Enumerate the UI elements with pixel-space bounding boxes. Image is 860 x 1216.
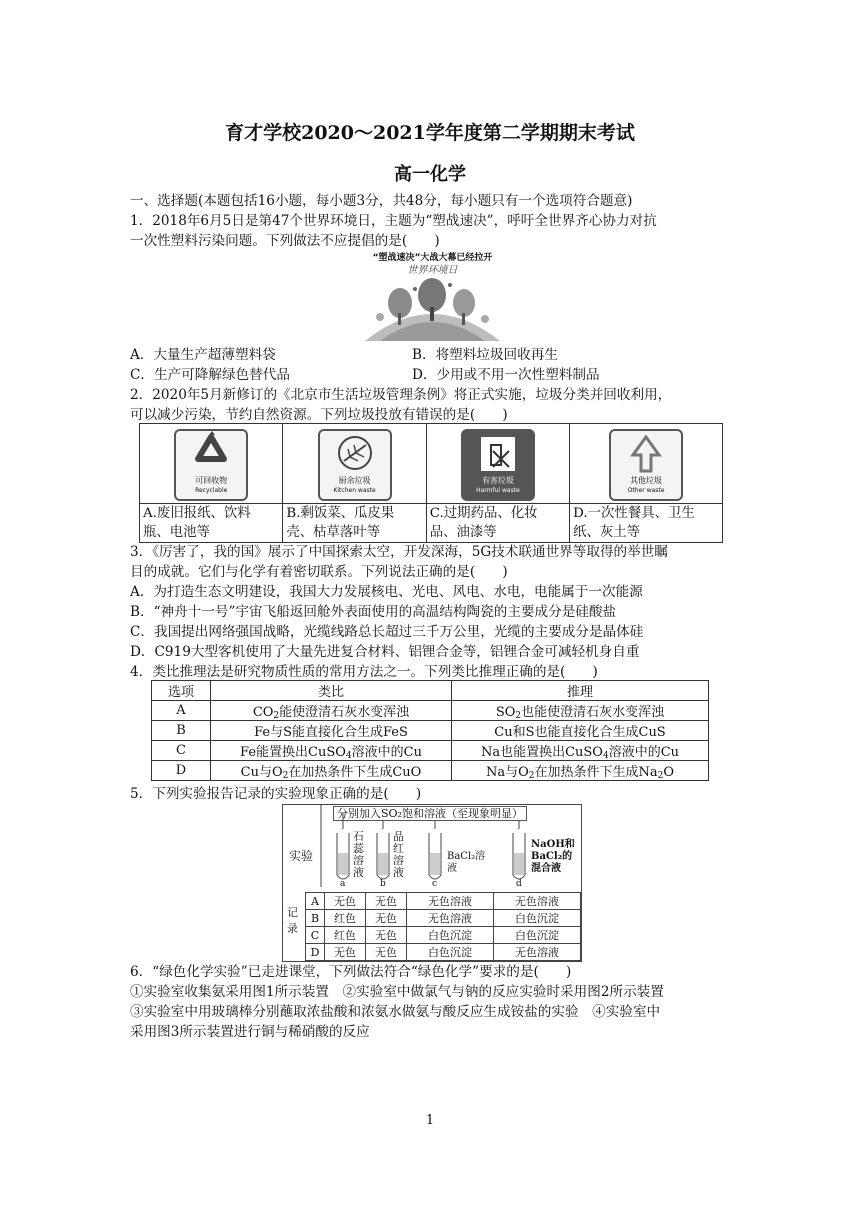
q1-stem-line2: 一次性塑料污染问题。下列做法不应提倡的是( ) [130, 233, 440, 249]
row-label: C [306, 927, 325, 944]
tube-c-letter: c [432, 879, 438, 889]
analogy-cell: Cu与$O_2$在加热条件下生成CuO [211, 761, 452, 781]
option-text-line1: A.废旧报纸、饮料 [143, 506, 251, 521]
obs-b: 无色 [366, 910, 407, 927]
table-row [306, 927, 581, 944]
section-heading: 一、选择题(本题包括16小题，每小题3分，共48分，每小题只有一个选项符合题意) [130, 193, 633, 209]
table-row [306, 944, 581, 961]
table-row [152, 701, 709, 721]
table-row [152, 721, 709, 741]
image-caption-1: “塑战速决”大战大幕已经拉开 [372, 253, 493, 263]
header-analogy: 类比 [211, 681, 452, 701]
header-option: 选项 [152, 681, 211, 701]
row-label: D [306, 944, 325, 961]
bin-icon-row [140, 424, 723, 504]
q3-option-d: D．C919大型客机使用了大量先进复合材料、铝锂合金等，铝锂合金可减轻机身自重 [130, 644, 640, 660]
exam-title: 育才学校2020～2021学年度第二学期期末考试 [225, 122, 635, 144]
tube-c-reagent: BaCl₂溶液 [447, 851, 486, 874]
option-text-line2: 壳、枯草落叶等 [286, 525, 381, 540]
recycle-bin-sign [174, 429, 248, 501]
image-caption-2: 世界环境日 [407, 265, 458, 276]
environment-day-image [360, 253, 505, 343]
obs-d: 无色溶液 [494, 944, 581, 961]
bin-cell-kitchen [283, 424, 426, 504]
option-text-line1: D.一次性餐具、卫生 [573, 506, 695, 521]
record-label: 记录 [287, 906, 298, 935]
q1-option-d: D．少用或不用一次性塑料制品 [412, 367, 600, 383]
hazard-bottle-icon [463, 431, 533, 477]
bin-cell-recyclable [140, 424, 283, 504]
q6-item-line1: ①实验室收集氨采用图1所示装置 ②实验室中做氯气与钠的反应实验时采用图2所示装置 [130, 984, 664, 1000]
tube-a-letter: a [340, 879, 346, 889]
globe-trees-illustration [360, 277, 505, 341]
inference-cell: Na也能置换出CuSO$_4$溶液中的Cu [452, 741, 709, 761]
bin-option-b [283, 504, 426, 543]
inference-cell: $SO_2$也能使澄清石灰水变浑浊 [452, 701, 709, 721]
q2-stem-line2: 可以减少污染，节约自然资源。下列垃圾投放有错误的是( ) [130, 407, 508, 423]
q4-stem: 4．类比推理法是研究物质性质的常用方法之一。下列类比推理正确的是( ) [130, 664, 598, 680]
bin-name-en: Recyclable [195, 487, 228, 494]
q3-option-a: A．为打造生态文明建设，我国大力发展核电、光电、风电、水电，电能属于一次能源 [130, 584, 643, 600]
q6-item-line3: 采用图3所示装置进行铜与稀硝酸的反应 [130, 1024, 370, 1040]
analogy-cell: Fe能置换出CuSO$_4$溶液中的Cu [211, 741, 452, 761]
obs-c: 白色沉淀 [407, 944, 494, 961]
inference-cell: Cu和S也能直接化合生成CuS [452, 721, 709, 741]
exam-subject: 高一化学 [394, 164, 466, 185]
bin-name-cn: 厨余垃圾 [338, 476, 371, 485]
header-inference: 推理 [452, 681, 709, 701]
bin-name-en: Other waste [627, 487, 665, 494]
row-label: D [152, 761, 211, 781]
q6-stem: 6．“绿色化学实验”已走进课堂，下列做法符合“绿色化学”要求的是( ) [130, 964, 572, 980]
obs-c: 白色沉淀 [407, 927, 494, 944]
obs-d: 无色溶液 [494, 893, 581, 910]
q3-stem-line1: 3．《厉害了，我的国》展示了中国探索太空，开发深海，5G技术联通世界等取得的举世瞩 [130, 544, 668, 560]
obs-c: 无色溶液 [407, 893, 494, 910]
obs-d: 白色沉淀 [494, 910, 581, 927]
option-text-line1: C.过期药品、化妆 [429, 506, 538, 521]
bin-name-cn: 可回收物 [195, 476, 228, 485]
bin-option-c [426, 504, 569, 543]
q5-stem: 5．下列实验报告记录的实验现象正确的是( ) [130, 786, 422, 802]
tube-b-reagent: 品红溶液 [393, 830, 404, 879]
q3-stem-line2: 目的成就。它们与化学有着密切联系。下列说法正确的是( ) [130, 564, 508, 580]
q2-stem-line1: 2．2020年5月新修订的《北京市生活垃圾管理条例》将正式实施，垃圾分类并回收利用， [130, 387, 672, 403]
page-number: 1 [425, 1113, 435, 1128]
waste-sorting-table [139, 423, 723, 543]
table-row [152, 761, 709, 781]
analogy-table [151, 680, 709, 781]
option-text-line2: 纸、灰土等 [573, 525, 641, 540]
q6-item-line2: ③实验室中用玻璃棒分别蘸取浓盐酸和浓氨水做氨与酸反应生成铵盐的实验 ④实验室中 [130, 1004, 661, 1020]
inference-cell: Na与$O_2$在加热条件下生成$Na_2O$ [452, 761, 709, 781]
table-row [152, 741, 709, 761]
row-label: C [152, 741, 211, 761]
table-row [306, 893, 581, 910]
q1-stem-line1: 1．2018年6月5日是第47个世界环境日，主题为“塑战速决”，呼吁全世界齐心协力对抗 [130, 213, 657, 229]
q1-option-b: B．将塑料垃圾回收再生 [412, 347, 558, 363]
obs-c: 无色溶液 [407, 910, 494, 927]
analogy-cell: Fe与S能直接化合生成FeS [211, 721, 452, 741]
row-label: B [152, 721, 211, 741]
option-text-line2: 瓶、电池等 [143, 525, 210, 540]
observation-table [305, 892, 581, 961]
bin-name-en: Harmful waste [476, 487, 520, 494]
recycle-icon [176, 431, 246, 477]
q3-option-c: C．我国提出网络强国战略，光缆线路总长超过三千万公里，光缆的主要成分是晶体硅 [130, 624, 644, 640]
bin-cell-other [570, 424, 723, 504]
obs-a: 无色 [325, 893, 366, 910]
obs-b: 无色 [366, 927, 407, 944]
bin-name-cn: 其他垃圾 [630, 476, 663, 485]
other-waste-icon [611, 431, 681, 477]
table-row [306, 910, 581, 927]
tube-a-reagent: 石蕊溶液 [353, 830, 364, 879]
tube-d-letter: d [516, 879, 522, 889]
bin-text-row [140, 504, 723, 543]
bin-option-d [570, 504, 723, 543]
bin-option-a [140, 504, 283, 543]
bin-cell-harmful [426, 424, 569, 504]
sulfur-dioxide-note: 分别加入SO₂饱和溶液（至现象明显） [333, 806, 527, 821]
option-text-line2: 品、油漆等 [429, 525, 497, 540]
row-label: B [306, 910, 325, 927]
tube-d-reagent: NaOH和BaCl₂的混合液 [531, 839, 575, 874]
obs-a: 红色 [325, 910, 366, 927]
option-text-line1: B.剩饭菜、瓜皮果 [286, 506, 395, 521]
other-bin-sign [609, 429, 683, 501]
obs-d: 白色沉淀 [494, 927, 581, 944]
harmful-bin-sign [461, 429, 535, 501]
kitchen-bin-sign [318, 429, 392, 501]
q1-option-c: C．生产可降解绿色替代品 [130, 367, 290, 383]
row-label: A [152, 701, 211, 721]
bin-name-en: Kitchen waste [333, 487, 376, 494]
q3-option-b: B．“神舟十一号”宇宙飞船返回舱外表面使用的高温结构陶瓷的主要成分是硅酸盐 [130, 604, 617, 620]
obs-b: 无色 [366, 893, 407, 910]
fish-bone-icon [320, 431, 390, 477]
obs-a: 红色 [325, 927, 366, 944]
table-header-row [152, 681, 709, 701]
experiment-label: 实验 [289, 849, 314, 863]
tube-b-letter: b [380, 879, 386, 889]
bin-name-cn: 有害垃圾 [481, 476, 514, 485]
q1-option-a: A．大量生产超薄塑料袋 [130, 347, 276, 363]
row-label: A [306, 893, 325, 910]
experiment-figure [282, 804, 582, 962]
obs-a: 无色 [325, 944, 366, 961]
analogy-cell: $CO_2$能使澄清石灰水变浑浊 [211, 701, 452, 721]
obs-b: 无色 [366, 944, 407, 961]
